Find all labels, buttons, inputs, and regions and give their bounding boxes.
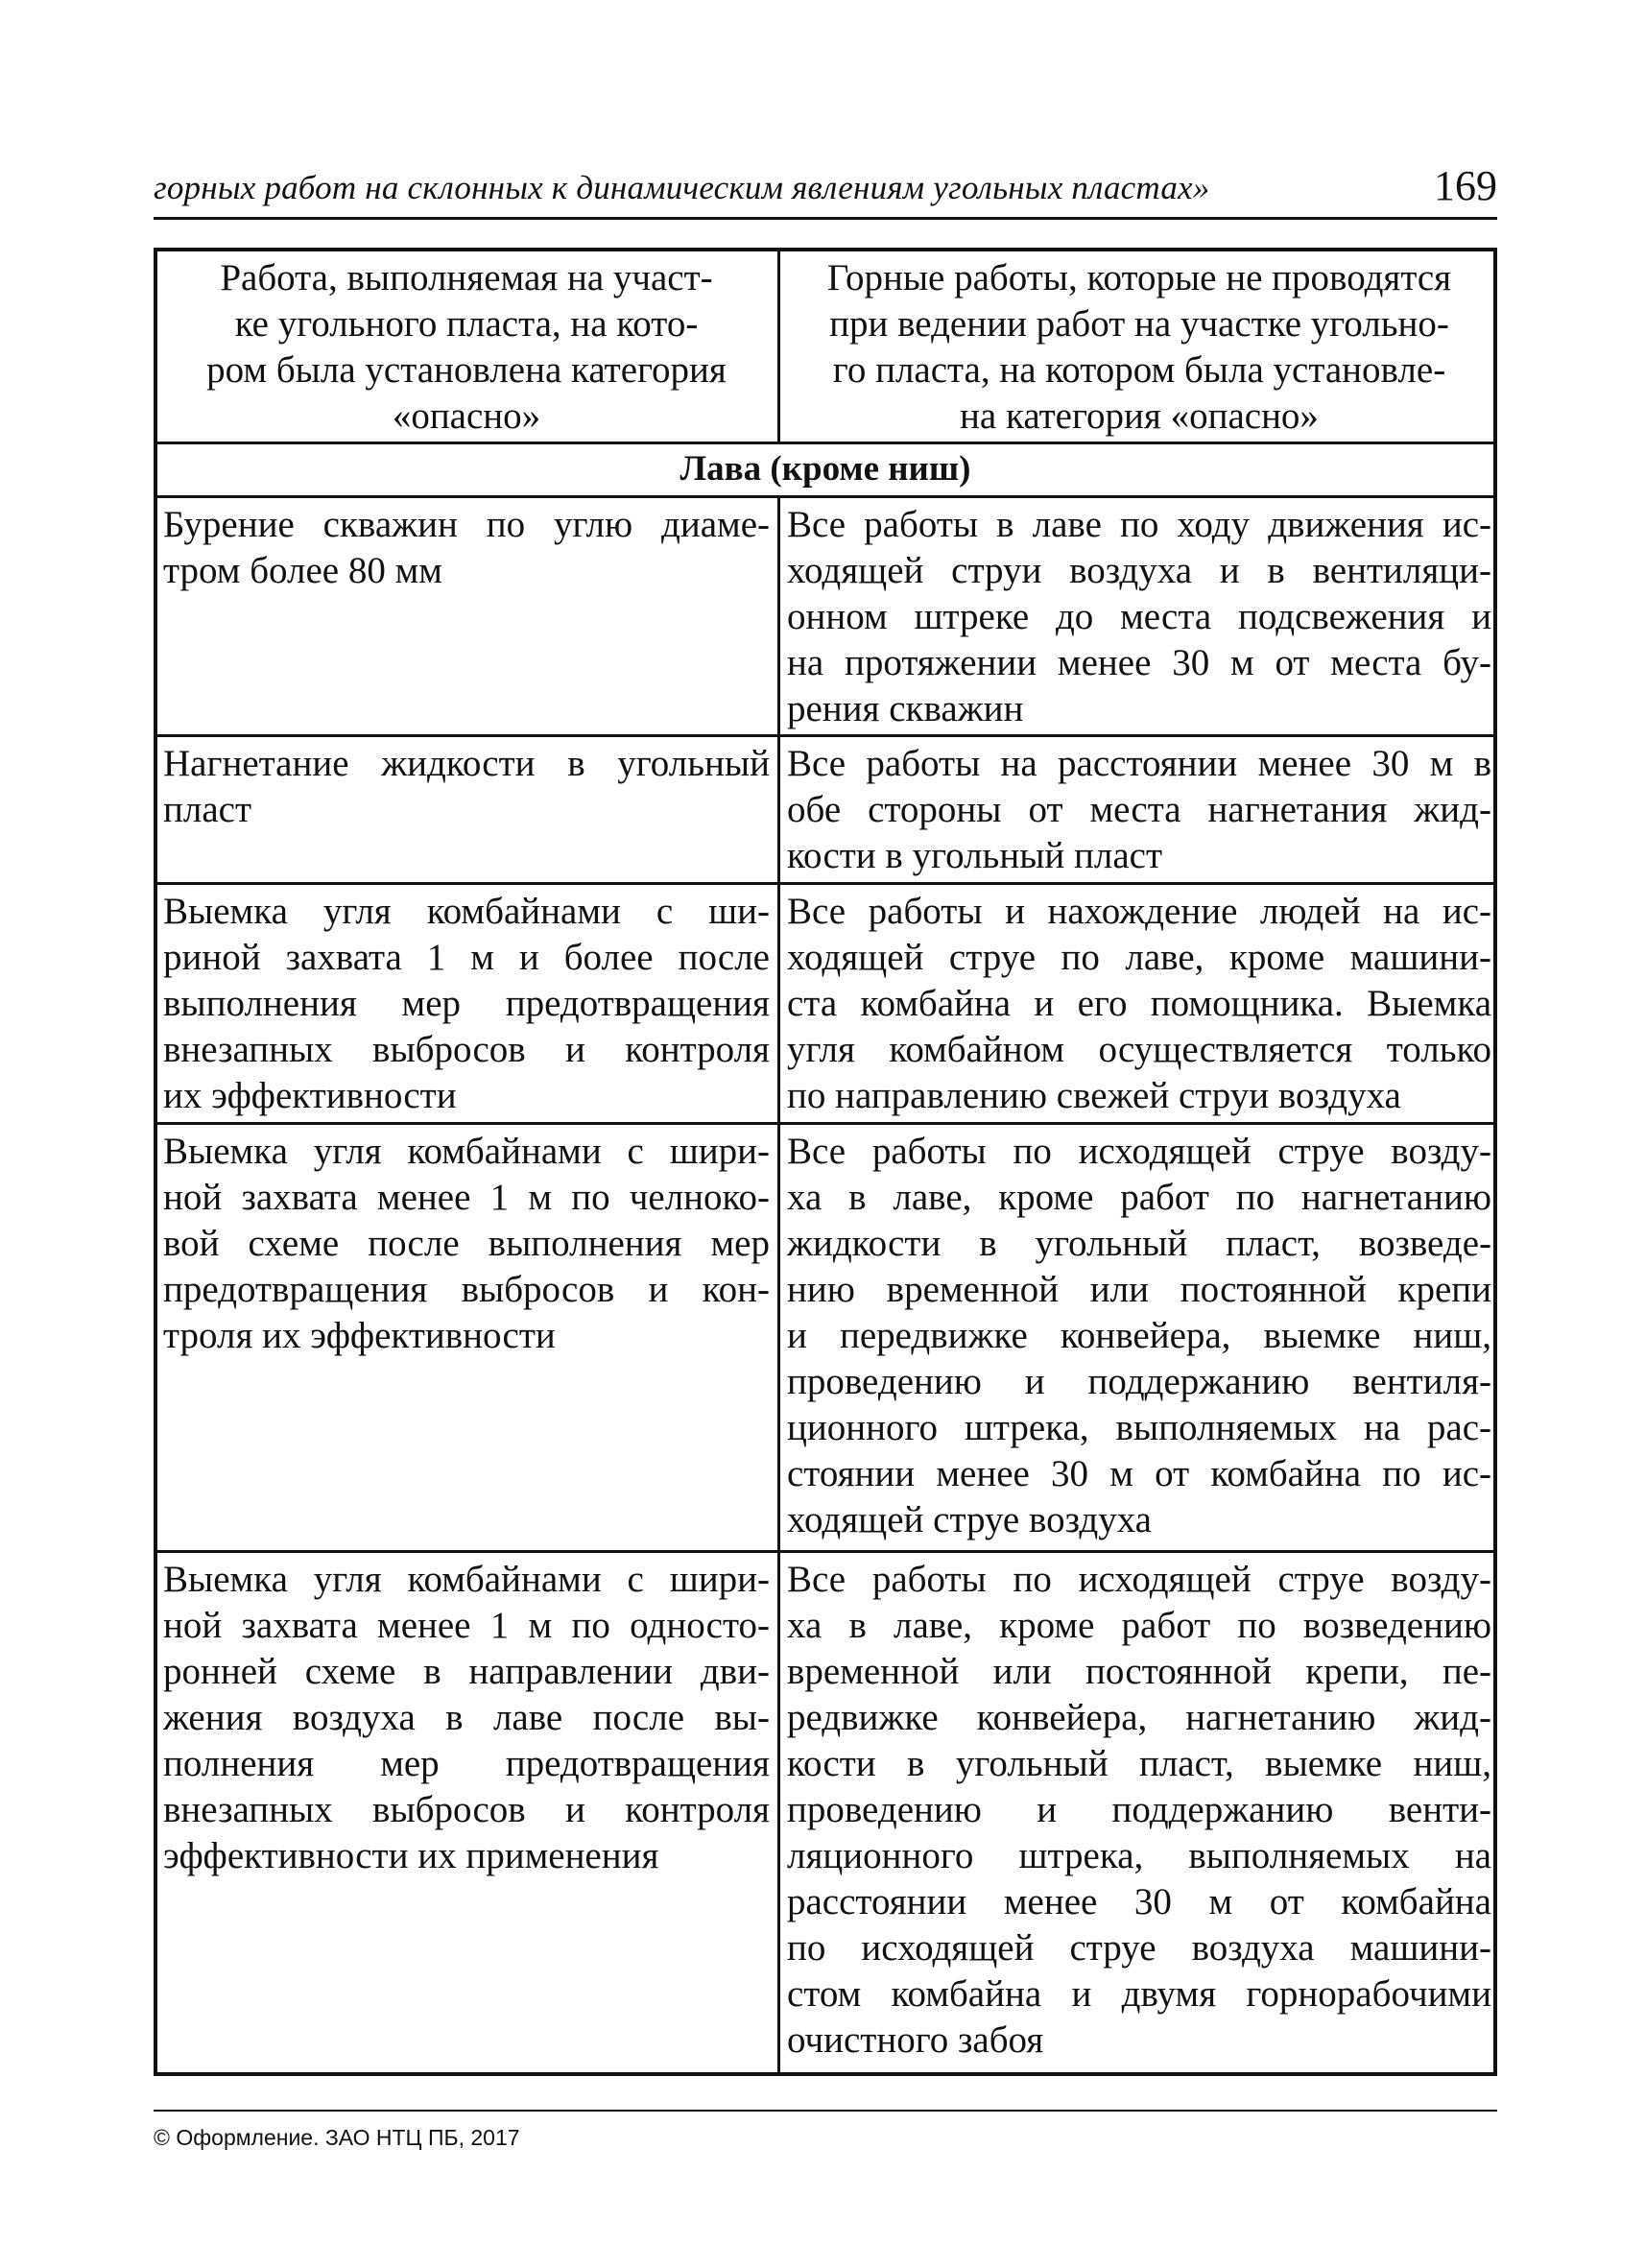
text-line: жения воздуха в лаве после вы- xyxy=(163,1697,770,1738)
running-header xyxy=(154,161,1497,219)
text-line: проведению и поддержанию вентиля- xyxy=(787,1361,1491,1402)
text-line: Горные работы, которые не проводятся xyxy=(826,257,1452,298)
text-line: Выемка угля комбайнами с шири- xyxy=(163,1131,770,1172)
text-line: внезапных выбросов и контроля xyxy=(163,1029,770,1070)
text-line: ста комбайна и его помощника. Выемка xyxy=(787,983,1491,1024)
text-line: проведению и поддержанию венти- xyxy=(787,1789,1491,1830)
column-header-prohibited xyxy=(787,255,1491,440)
text-line: временной или постоянной крепи, пе- xyxy=(787,1651,1491,1692)
text-line: го пласта, на котором была установле- xyxy=(832,349,1446,391)
text-line: ционного штрека, выполняемых на рас- xyxy=(787,1407,1491,1448)
text-line: Выемка угля комбайнами с шири- xyxy=(163,1559,770,1600)
text-line: ляционного штрека, выполняемых на xyxy=(787,1835,1491,1876)
text-line: Бурение скважин по углю диаме- xyxy=(163,504,770,545)
text-line: угля комбайном осуществляется только xyxy=(787,1029,1491,1070)
column-header-work xyxy=(163,255,770,440)
text-line: троля их эффективности xyxy=(163,1315,556,1356)
text-line: эффективности их применения xyxy=(163,1835,659,1876)
copyright-footer: © Оформление. ЗАО НТЦ ПБ, 2017 xyxy=(154,2125,520,2150)
text-line: на протяжении менее 30 м от места бу- xyxy=(787,642,1491,683)
text-line: по направлению свежей струи воздуха xyxy=(787,1075,1401,1116)
text-line: Все работы и нахождение людей на ис- xyxy=(787,891,1491,932)
text-line: онном штреке до места подсвежения и xyxy=(787,596,1491,637)
text-line: Все работы в лаве по ходу движения ис- xyxy=(787,504,1491,545)
text-line: Все работы по исходящей струе возду- xyxy=(787,1131,1491,1172)
table-row xyxy=(157,1122,1493,1550)
text-line: Работа, выполняемая на участ- xyxy=(220,257,713,298)
text-line: ходящей струе по лаве, кроме машини- xyxy=(787,937,1491,978)
text-line: кости в угольный пласт xyxy=(787,835,1163,876)
text-line: ходящей струи воздуха и в вентиляци- xyxy=(787,550,1491,591)
table-row xyxy=(157,1550,1493,2072)
text-line: их эффективности xyxy=(163,1075,457,1116)
text-line: ром была установлена категория xyxy=(206,349,727,391)
text-line: внезапных выбросов и контроля xyxy=(163,1789,770,1830)
work-cell xyxy=(163,889,770,1119)
text-line: и передвижке конвейера, выемке ниш, xyxy=(787,1315,1491,1356)
text-line: жидкости в угольный пласт, возведе- xyxy=(787,1223,1491,1264)
section-row xyxy=(157,442,1493,495)
table-row xyxy=(157,734,1493,882)
section-label: Лава (кроме ниш) xyxy=(679,449,971,489)
work-cell xyxy=(163,741,770,833)
text-line: ронней схеме в направлении дви- xyxy=(163,1651,770,1692)
text-line: Нагнетание жидкости в угольный xyxy=(163,743,770,784)
text-line: рения скважин xyxy=(787,688,1024,729)
text-line: выполнения мер предотвращения xyxy=(163,983,770,1024)
text-line: кости в угольный пласт, выемке ниш, xyxy=(787,1743,1491,1784)
text-line: очистного забоя xyxy=(787,2019,1044,2061)
text-line: стоянии менее 30 м от комбайна по ис- xyxy=(787,1453,1491,1494)
text-line: Все работы на расстоянии менее 30 м в xyxy=(787,743,1491,784)
text-line: ха в лаве, кроме работ по возведению xyxy=(787,1605,1491,1646)
text-line: ке угольного пласта, на кото- xyxy=(234,303,699,345)
text-line: предотвращения выбросов и кон- xyxy=(163,1269,770,1310)
text-line: ной захвата менее 1 м по челноко- xyxy=(163,1177,770,1218)
text-line: ха в лаве, кроме работ по нагнетанию xyxy=(787,1177,1491,1218)
text-line: на категория «опасно» xyxy=(960,395,1319,437)
text-line: ной захвата менее 1 м по односто- xyxy=(163,1605,770,1646)
prohibited-cell xyxy=(787,1557,1491,2064)
hazard-table xyxy=(154,248,1497,2076)
text-line: при ведении работ на участке угольно- xyxy=(829,303,1449,345)
text-line: Выемка угля комбайнами с ши- xyxy=(163,891,770,932)
prohibited-cell xyxy=(787,502,1491,732)
header-rule xyxy=(154,217,1497,220)
table-row xyxy=(157,882,1493,1122)
prohibited-cell xyxy=(787,741,1491,879)
text-line: «опасно» xyxy=(392,395,541,437)
text-line: нию временной или постоянной крепи xyxy=(787,1269,1491,1310)
text-line: вой схеме после выполнения мер xyxy=(163,1223,770,1264)
text-line: ходящей струе воздуха xyxy=(787,1499,1152,1540)
table-row xyxy=(157,495,1493,734)
text-line: по исходящей струе воздуха машини- xyxy=(787,1927,1491,1969)
work-cell xyxy=(163,1129,770,1359)
footer-rule xyxy=(154,2110,1497,2112)
work-cell xyxy=(163,1557,770,1879)
text-line: риной захвата 1 м и более после xyxy=(163,937,770,978)
prohibited-cell xyxy=(787,1129,1491,1543)
running-title: горных работ на склонных к динамическим явлениям угольных пластах» xyxy=(154,169,1210,206)
work-cell xyxy=(163,502,770,594)
text-line: расстоянии менее 30 м от комбайна xyxy=(787,1881,1491,1922)
prohibited-cell xyxy=(787,889,1491,1119)
text-line: обе стороны от места нагнетания жид- xyxy=(787,789,1491,830)
text-line: стом комбайна и двумя горнорабочими xyxy=(787,1973,1491,2015)
text-line: тром более 80 мм xyxy=(163,550,442,591)
table-header-row xyxy=(157,251,1493,442)
text-line: пласт xyxy=(163,789,251,830)
text-line: Все работы по исходящей струе возду- xyxy=(787,1559,1491,1600)
text-line: полнения мер предотвращения xyxy=(163,1743,770,1784)
text-line: редвижке конвейера, нагнетанию жид- xyxy=(787,1697,1491,1738)
page-number: 169 xyxy=(1434,162,1497,209)
